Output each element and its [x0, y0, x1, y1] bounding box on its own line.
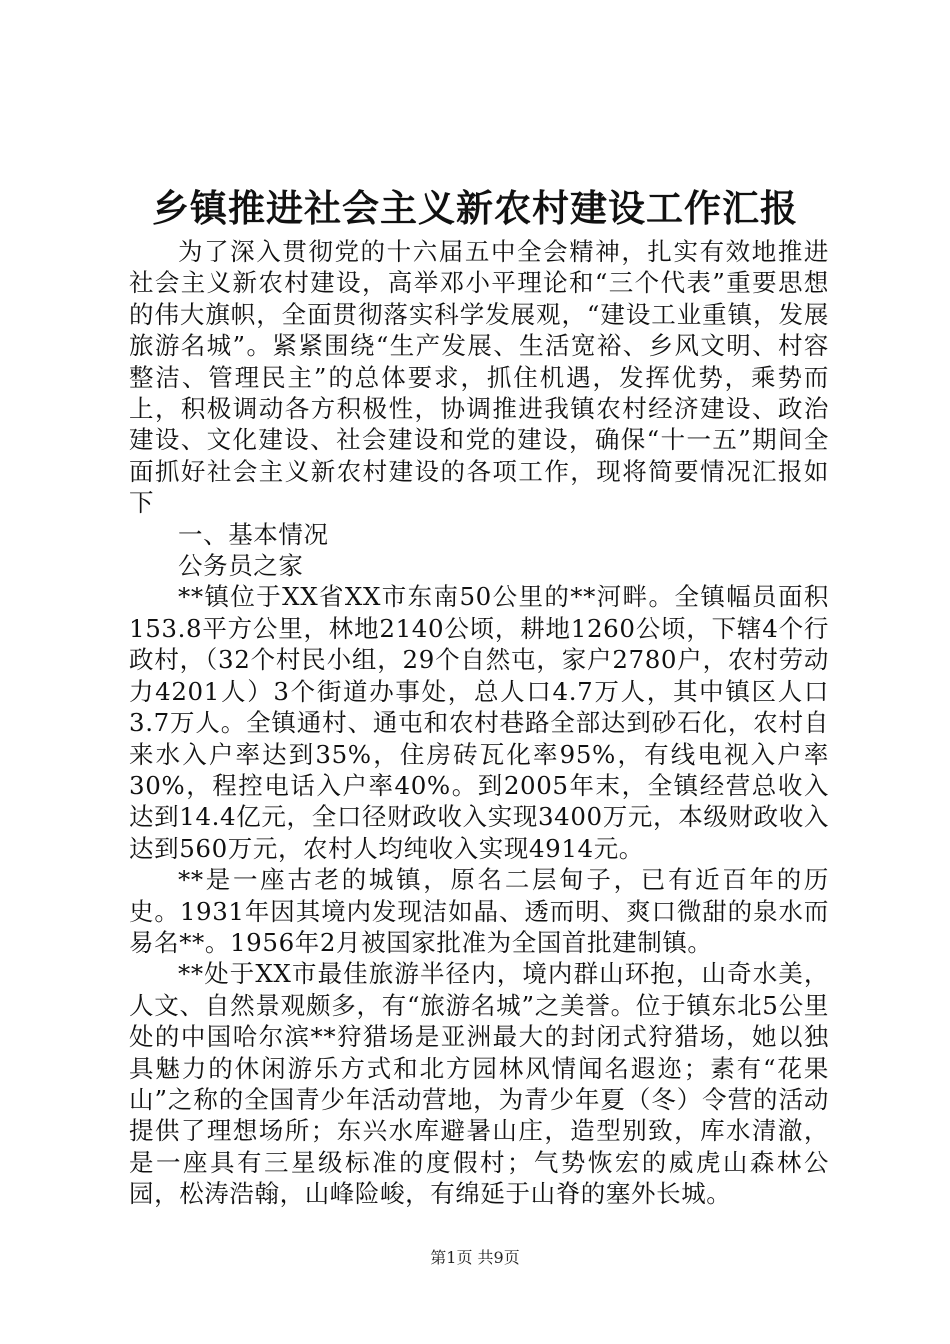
intro-paragraph: 为了深入贯彻党的十六届五中全会精神，扎实有效地推进社会主义新农村建设，高举邓小平理论和“三个代表”重要思想的伟大旗帜，全面贯彻落实科学发展观，“建设工业重镇，发展旅游名城”。紧紧围绕“生产发展、生活宽裕、乡风文明、村容整洁、管理民主”的总体要求，抓住机遇，发挥优势，乘势而上，积极调动各方积极性，协调推进我镇农村经济建设、政治建设、文化建设、社会建设和党的建设，确保“十一五”期间全面抓好社会主义新农村建设的各项工作，现将简要情况汇报如下	[129, 237, 829, 518]
document-title: 乡镇推进社会主义新农村建设工作汇报	[152, 186, 798, 230]
section-heading: 一、基本情况	[178, 519, 329, 549]
document-body	[129, 236, 829, 1210]
source-label: 公务员之家	[178, 551, 304, 581]
page-footer: 第1页 共9页	[430, 1248, 520, 1267]
body-paragraph: **处于XX市最佳旅游半径内，境内群山环抱，山奇水美，人文、自然景观颇多，有“旅游名城”之美誉。位于镇东北5公里处的中国哈尔滨**狩猎场是亚洲最大的封闭式狩猎场，她以独具魅力的休闲游乐方式和北方园林风情闻名遐迩；素有“花果山”之称的全国青少年活动营地，为青少年夏（冬）令营的活动提供了理想场所；东兴水库避暑山庄，造型别致，库水清澈，是一座具有三星级标准的度假村；气势恢宏的威虎山森林公园，松涛浩翰，山峰险峻，有绵延于山脊的塞外长城。	[129, 959, 829, 1209]
body-paragraph: **是一座古老的城镇，原名二层甸子，已有近百年的历史。1931年因其境内发现洁如晶、透而明、爽口微甜的泉水而易名**。1956年2月被国家批准为全国首批建制镇。	[129, 865, 829, 957]
body-paragraph: **镇位于XX省XX市东南50公里的**河畔。全镇幅员面积153.8平方公里，林地2140公顷，耕地1260公顷，下辖4个行政村，（32个村民小组，29个自然屯，家户2780户，农村劳动力4201人）3个街道办事处，总人口4.7万人，其中镇区人口3.7万人。全镇通村、通屯和农村巷路全部达到砂石化，农村自来水入户率达到35%，住房砖瓦化率95%，有线电视入户率30%，程控电话入户率40%。到2005年末，全镇经营总收入达到14.4亿元，全口径财政收入实现3400万元，本级财政收入达到560万元，农村人均纯收入实现4914元。	[129, 582, 829, 863]
